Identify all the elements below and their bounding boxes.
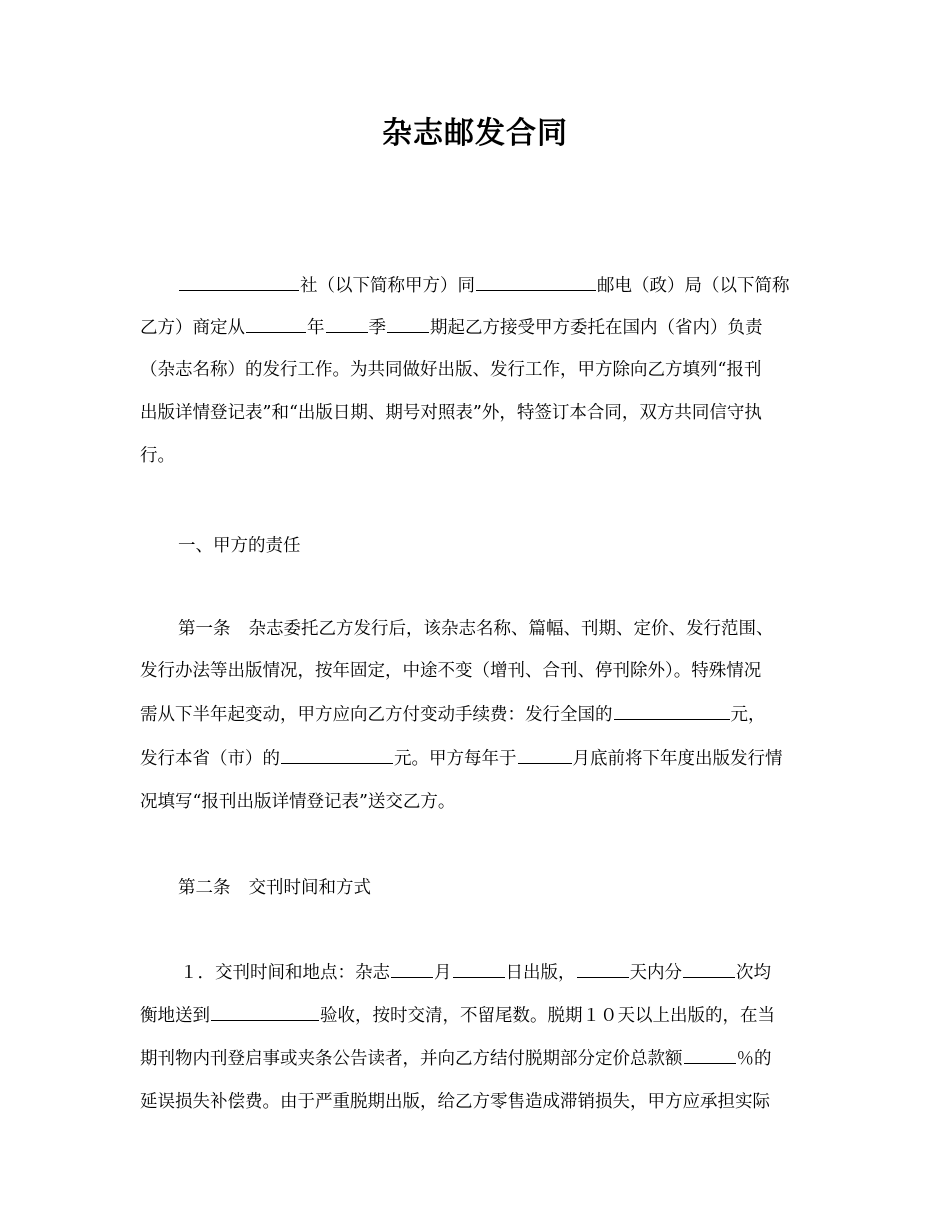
- article2-line-4: 延误损失补偿费。由于严重脱期出版，给乙方零售造成滞销损失，甲方应承担实际: [140, 1092, 770, 1112]
- blank-days: [577, 958, 629, 978]
- preamble-line-3: （杂志名称）的发行工作。为共同做好出版、发行工作，甲方除向乙方填列“报刊: [140, 360, 762, 380]
- article2-heading: 第二条 交刊时间和方式: [178, 878, 371, 898]
- preamble-line-2: 乙方）商定从 年 季 期起乙方接受甲方委托在国内（省内）负责: [140, 313, 810, 343]
- preamble-line-5: 行。: [140, 446, 175, 466]
- article2-line-2: 衡地送到 验收，按时交清，不留尾数。脱期１０天以上出版的，在当: [140, 1001, 810, 1031]
- article1-line-1: 第一条 杂志委托乙方发行后，该杂志名称、篇幅、刊期、定价、发行范围、: [178, 619, 774, 639]
- preamble-line-1: [178, 271, 810, 301]
- blank-post-office: [476, 271, 596, 291]
- blank-season: [326, 313, 368, 333]
- article1-line-5: 况填写“报刊出版详情登记表”送交乙方。: [140, 792, 456, 812]
- preamble-seg: 社（以下简称甲方）同 邮电（政）局（以下简称: [178, 271, 790, 301]
- article1-line-3: 需从下半年起变动，甲方应向乙方付变动手续费：发行全国的 元，: [140, 700, 810, 730]
- article1-line-4: 发行本省（市）的 元。甲方每年于 月底前将下年度出版发行情: [140, 744, 810, 774]
- blank-fee-national: [614, 700, 730, 720]
- blank-times: [683, 958, 735, 978]
- blank-percent: [684, 1044, 736, 1064]
- article1-label: 第一条: [178, 619, 231, 639]
- document-title: 杂志邮发合同: [382, 116, 568, 151]
- article2-line-1: １．交刊时间和地点：杂志 月 日出版， 天内分 次均: [180, 958, 810, 988]
- blank-month: [518, 744, 572, 764]
- section-heading-party-a: 一、甲方的责任: [178, 536, 301, 556]
- blank-publisher: [179, 271, 299, 291]
- blank-pub-month: [391, 958, 433, 978]
- blank-year: [246, 313, 306, 333]
- preamble-line-4: 出版详情登记表”和“出版日期、期号对照表”外，特签订本合同，双方共同信守执: [140, 403, 762, 423]
- blank-fee-province: [281, 744, 393, 764]
- article1-line-2: 发行办法等出版情况，按年固定，中途不变（增刊、合刊、停刊除外）。特殊情况: [140, 661, 762, 681]
- article2-line-3: 期刊物内刊登启事或夹条公告读者，并向乙方结付脱期部分定价总款额 ％的: [140, 1044, 810, 1074]
- blank-issue: [387, 313, 429, 333]
- blank-pub-day: [453, 958, 505, 978]
- blank-delivery-place: [211, 1001, 319, 1021]
- article2-label: 第二条: [178, 878, 231, 898]
